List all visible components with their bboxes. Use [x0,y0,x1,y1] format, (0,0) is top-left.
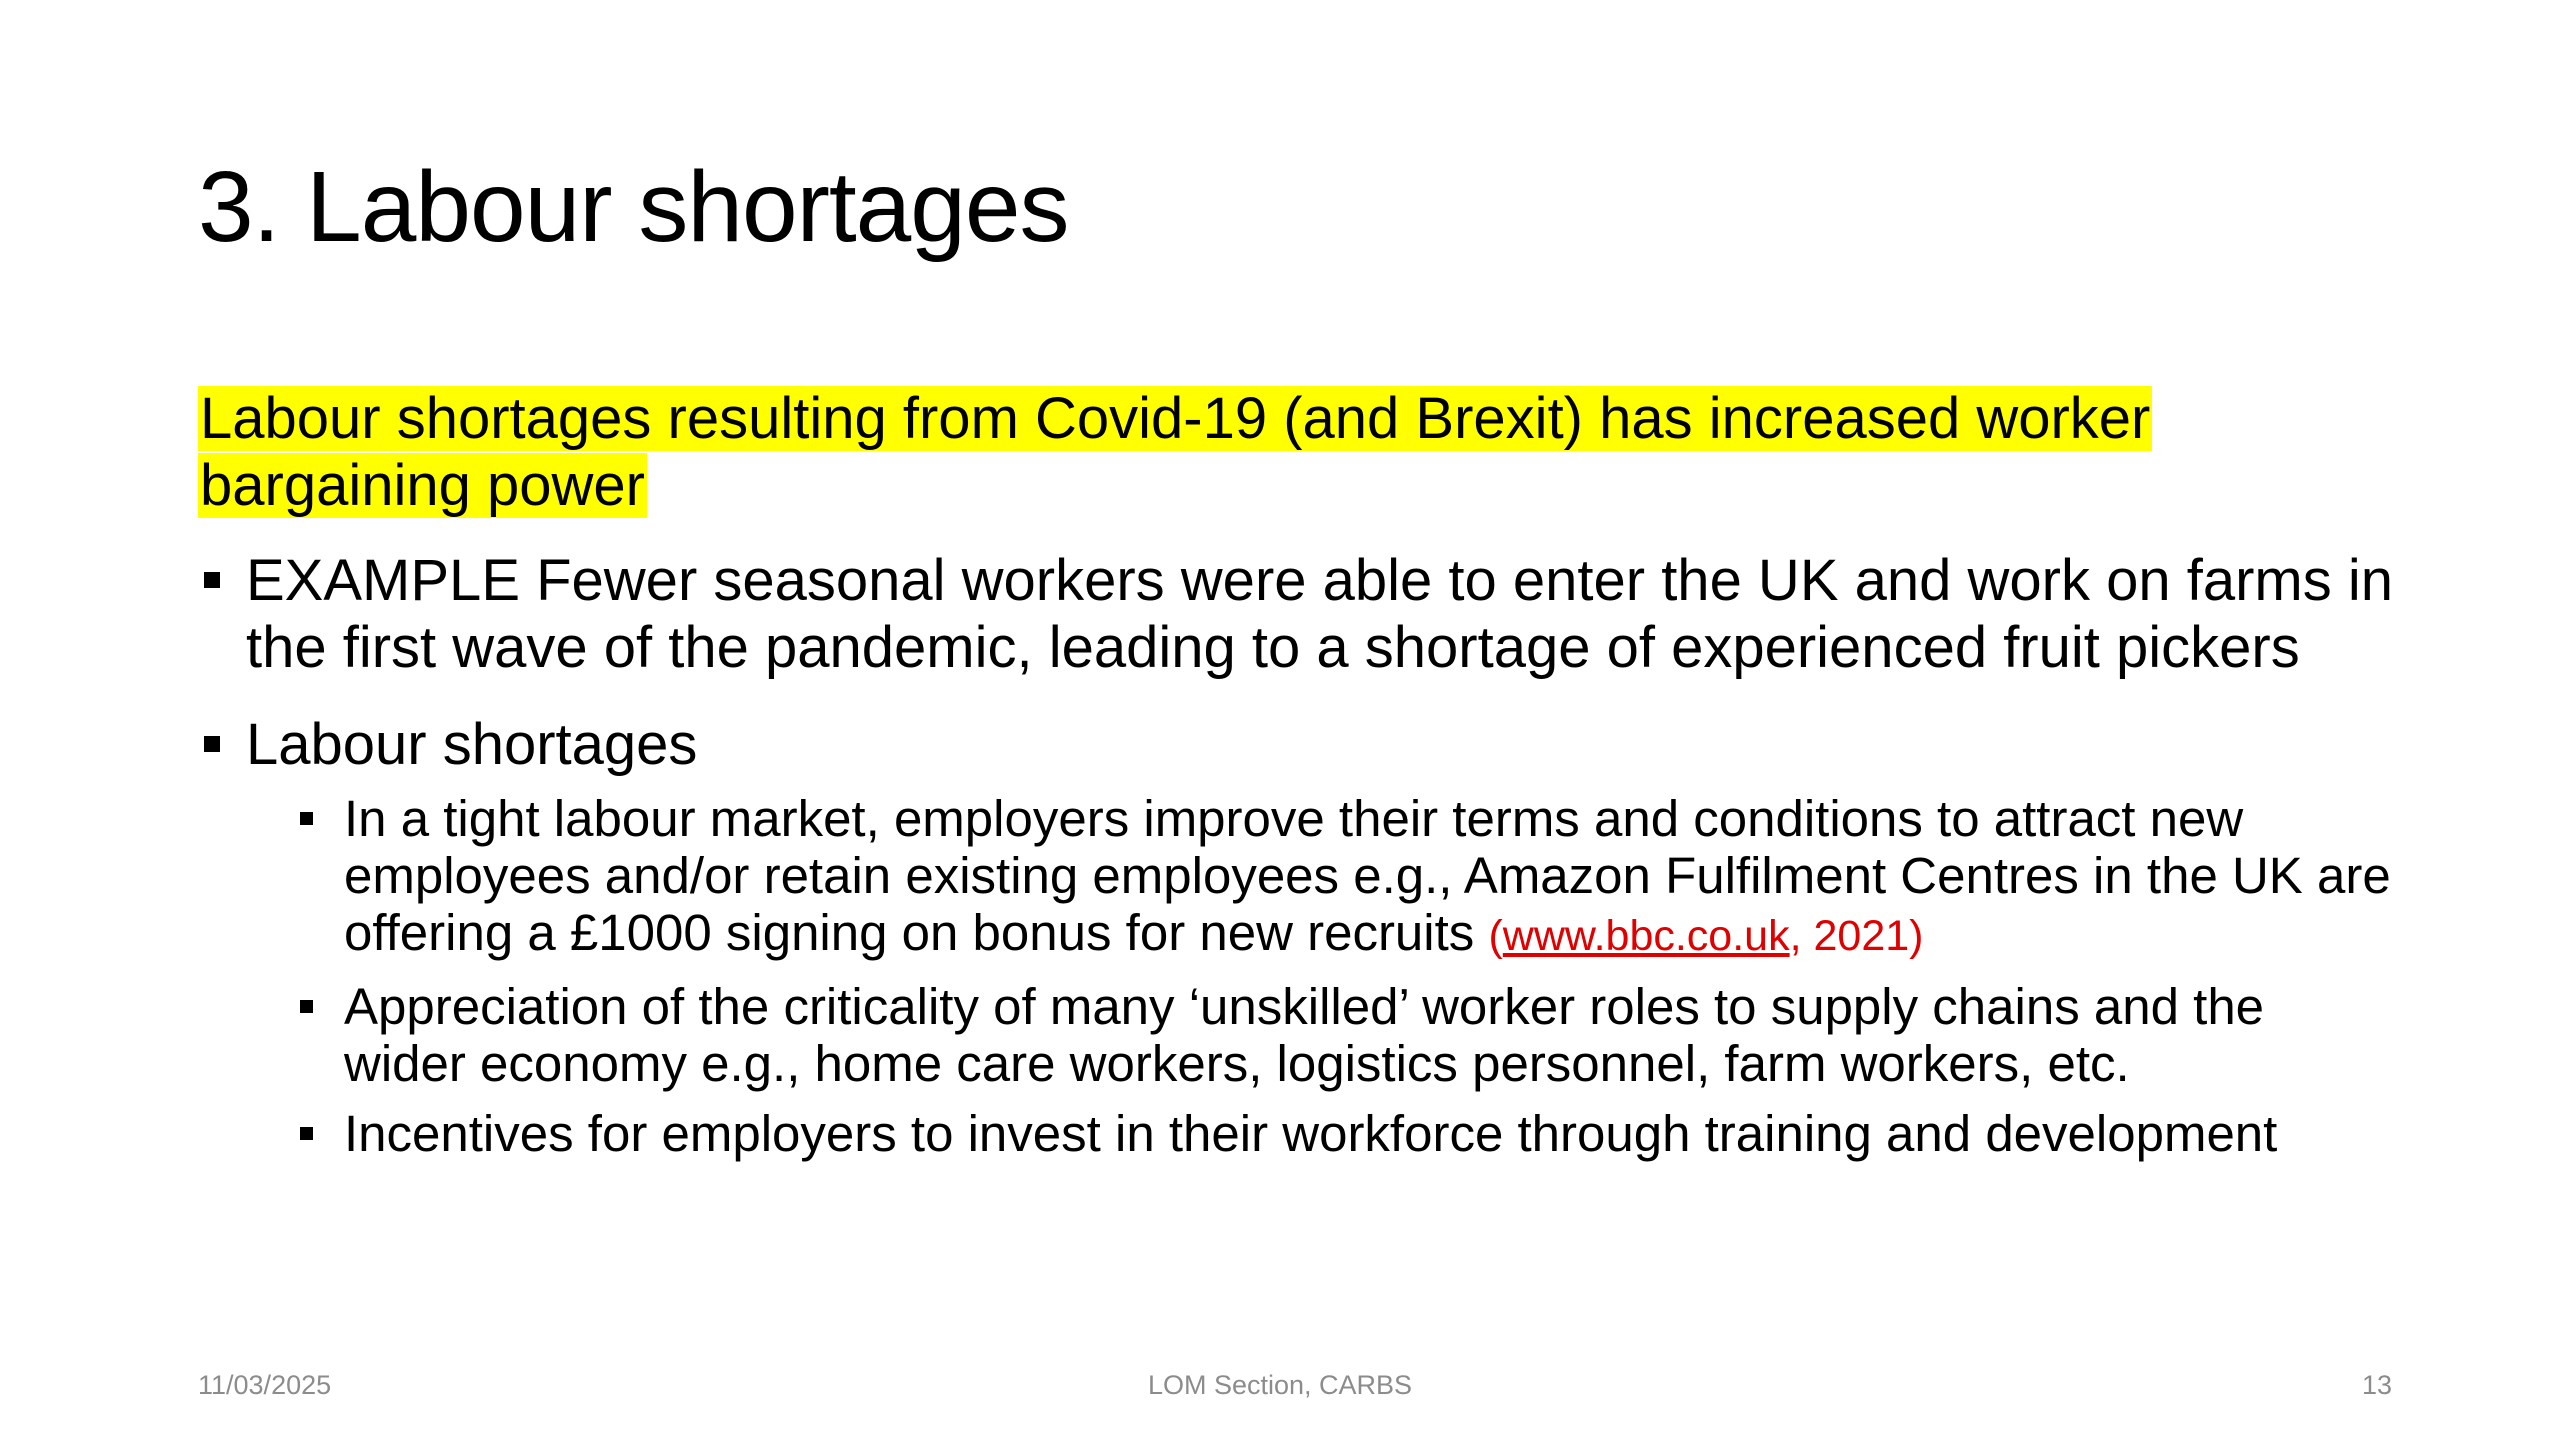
sub-bullet-item [198,1105,2398,1162]
square-bullet-icon [300,812,313,825]
bullet-text: EXAMPLE Fewer seasonal workers were able to enter the UK and work on farms in the first wave of the pandemic, leading to a shortage of experienced fruit pickers [246,548,2393,680]
sub-bullet-text: Incentives for employers to invest in their workforce through training and development [344,1105,2278,1162]
sub-bullet-text: In a tight labour market, employers improve their terms and conditions to attract new employees and/or retain existing employees e.g., Amazon Fulfilment Centres in the UK are offering a £1000 signing on bonus for new recruits [344,790,2391,961]
highlighted-statement-text: Labour shortages resulting from Covid-19 (and Brexit) has increased worker bargaining power [200,386,2151,518]
sub-bullet-list [246,790,2398,1162]
slide-body [198,385,2398,1192]
reference-year: , 2021) [1789,912,1924,960]
bullet-item [198,547,2398,681]
reference-link[interactable]: www.bbc.co.uk [1502,912,1790,960]
footer-date: 11/03/2025 [198,1370,332,1400]
reference-open: ( [1488,912,1503,960]
square-bullet-icon [204,736,220,752]
bullet-text: Labour shortages [246,712,698,777]
sub-bullet-text: Appreciation of the criticality of many ‘unskilled’ worker roles to supply chains and the wider economy e.g., home care workers, logistics personnel, farm workers, etc. [344,978,2265,1092]
square-bullet-icon [204,572,220,588]
bullet-list [198,547,2398,1162]
square-bullet-icon [300,1000,313,1013]
bullet-item [198,711,2398,1162]
slide-number: 13 [2361,1370,2392,1400]
square-bullet-icon [300,1127,313,1140]
sub-bullet-item [198,790,2398,965]
sub-bullet-item [198,978,2398,1092]
slide-title: 3. Labour shortages [198,151,1069,263]
footer-section: LOM Section, CARBS [1147,1370,1413,1400]
highlighted-statement [198,385,2398,519]
